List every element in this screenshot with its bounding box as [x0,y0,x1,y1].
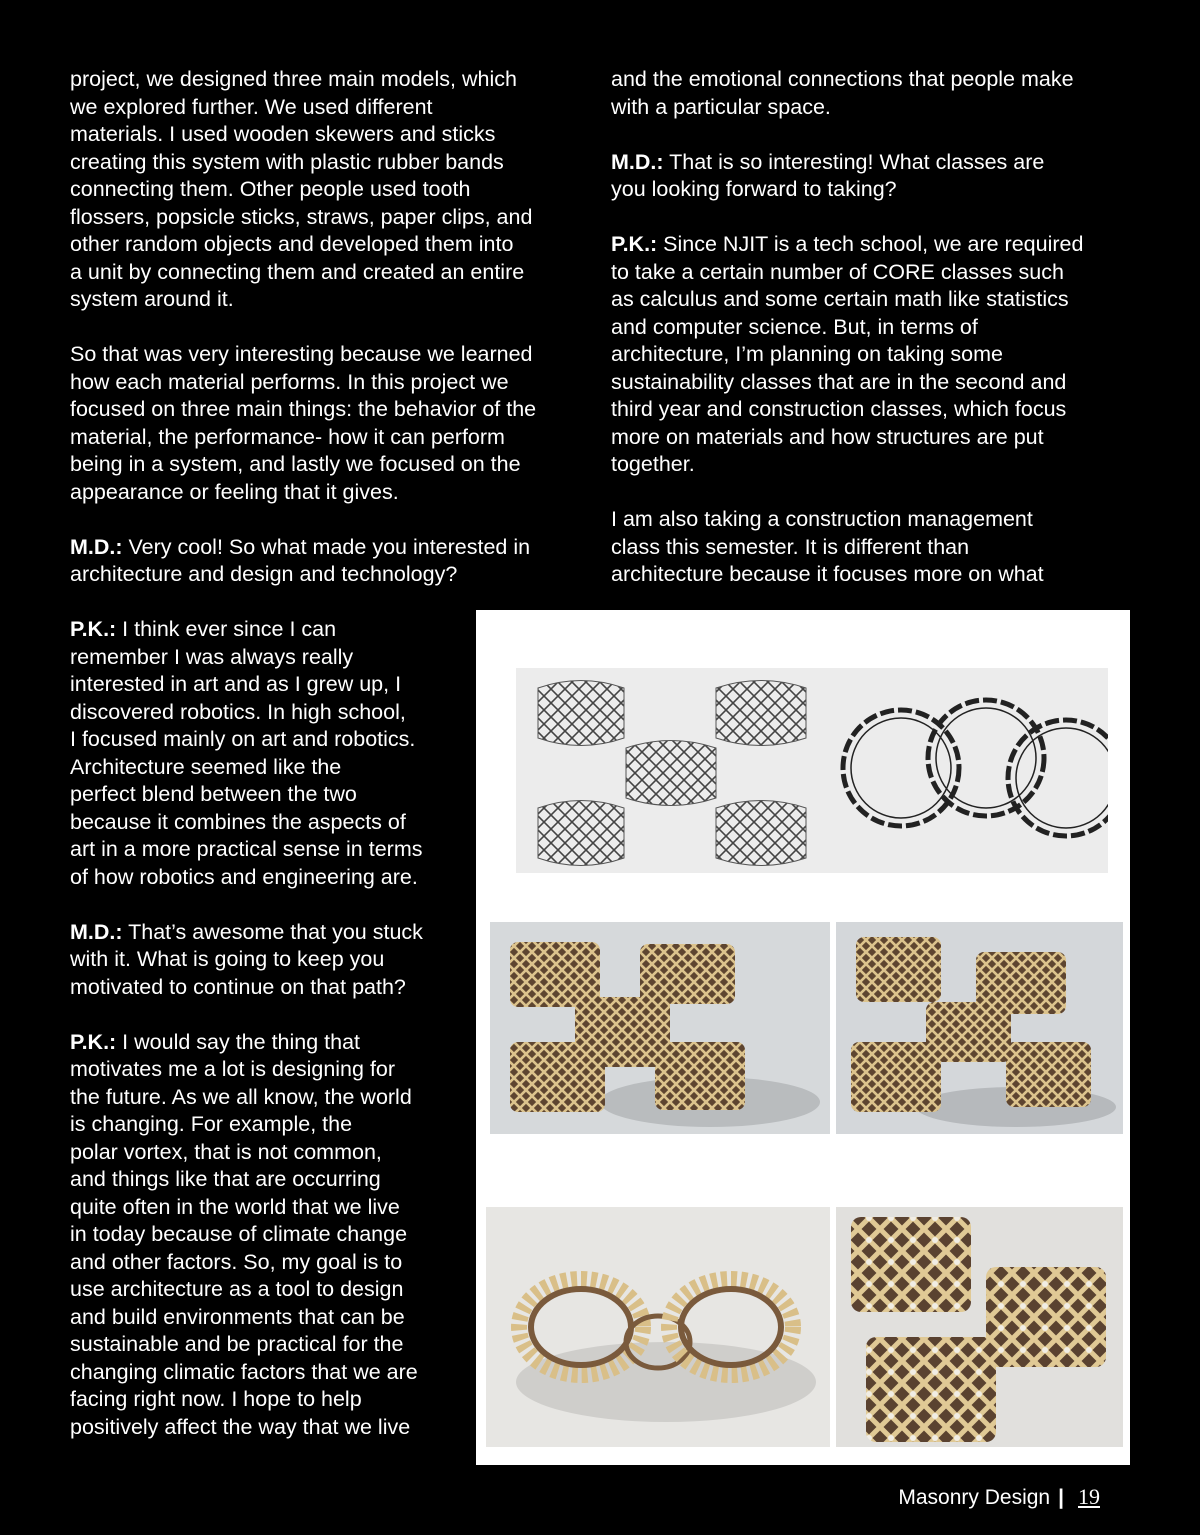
text-line: architecture because it focuses more on what [611,562,1044,586]
text-line: use architecture as a tool to design [70,1277,404,1301]
speaker-label: M.D.: [70,534,123,559]
speaker-label: M.D.: [611,149,664,174]
speaker-label: P.K.: [70,617,117,641]
text-line: That is so interesting! What classes are [663,149,1045,174]
text-line: facing right now. I hope to help [70,1387,362,1411]
text-line: motivates me a lot is designing for [70,1057,396,1081]
text-line: discovered robotics. In high school, [70,699,406,724]
text-line: architecture and design and technology? [70,562,458,586]
model-photo-closeup [836,1207,1123,1447]
text-line: quite often in the world that we live [70,1194,400,1219]
text-line: connecting them. Other people used tooth [70,177,471,201]
text-line: material, the performance- how it can perform [70,424,505,449]
page-footer [898,1484,1100,1510]
text-line: you looking forward to taking? [611,177,897,201]
text-line: a unit by connecting them and created an entire [70,259,525,284]
text-line: being in a system, and lastly we focused on the [70,452,521,476]
text-line: together. [611,452,695,476]
text-line: I am also taking a construction management [611,507,1033,531]
text-line: and computer science. But, in terms of [611,314,978,339]
text-line: how each material performs. In this project we [70,369,509,394]
text-line: appearance or feeling that it gives. [70,479,399,504]
right-column-top [611,66,1131,616]
text-line: focused on three main things: the behavior of the [70,397,537,421]
speaker-label: M.D.: [70,919,123,944]
text-line: system around it. [70,287,234,311]
text-line: perfect blend between the two [70,782,357,806]
text-line: and the emotional connections that people make [611,67,1074,91]
text-line: interested in art and as I grew up, I [70,672,402,696]
footer-separator: | [1058,1486,1064,1509]
text-line: more on materials and how structures are put [611,424,1044,449]
text-line: architecture, I’m planning on taking some [611,342,1003,366]
model-photo-front [490,922,830,1134]
text-line: is changing. For example, the [70,1112,353,1136]
text-line: project, we designed three main models, which [70,67,517,91]
text-line: Architecture seemed like the [70,754,342,779]
text-line [70,534,590,562]
model-photo-angle-art [836,922,1123,1134]
text-line: So that was very interesting because we learned [70,342,533,366]
text-line [70,919,470,947]
paragraph [70,919,470,1002]
text-line: Very cool! So what made you interested in [122,534,531,559]
model-photo-rings [486,1207,830,1447]
sketch-drawing [516,668,1108,873]
paragraph [611,149,1131,204]
text-line: in today because of climate change [70,1222,408,1246]
text-line [70,616,470,644]
text-line: the future. As we all know, the world [70,1084,412,1109]
text-line: polar vortex, that is not common, [70,1139,382,1164]
text-line: and build environments that can be [70,1304,405,1329]
text-line: creating this system with plastic rubber bands [70,149,504,174]
speaker-label: P.K.: [611,232,658,256]
model-photo-front-art [490,922,830,1134]
text-line: with it. What is going to keep you [70,947,385,971]
text-line: and other factors. So, my goal is to [70,1249,403,1274]
text-line: and things like that are occurring [70,1167,381,1191]
text-line: I would say the thing that [116,1029,361,1054]
text-line: to take a certain number of CORE classes such [611,259,1064,284]
model-photo-angle [836,922,1123,1134]
magazine-name: Masonry Design [898,1486,1051,1509]
model-photo-closeup-art [836,1207,1123,1447]
paragraph [611,506,1131,589]
model-photo-rings-art [486,1207,830,1447]
page-number: 19 [1078,1484,1100,1509]
text-line: art in a more practical sense in terms [70,837,423,861]
text-line: positively affect the way that we live [70,1414,411,1439]
sketch-drawing-panel [516,668,1108,873]
text-line: motivated to continue on that path? [70,974,406,999]
speaker-label: P.K.: [70,1029,117,1054]
paragraph [611,231,1131,479]
text-line: as calculus and some certain math like statistics [611,287,1069,311]
paragraph [70,66,590,314]
text-line: materials. I used wooden skewers and sticks [70,122,496,146]
left-column-top [70,66,590,616]
paragraph [70,1029,470,1442]
text-line: other random objects and developed them into [70,232,514,256]
paragraph [70,616,470,891]
text-line: That’s awesome that you stuck [122,919,423,944]
text-line: because it combines the aspects of [70,809,406,834]
model-photo-collage [476,610,1130,1465]
text-line: sustainability classes that are in the second and [611,369,1067,394]
text-line: flossers, popsicle sticks, straws, paper clips, and [70,204,533,229]
text-line: class this semester. It is different than [611,534,970,559]
text-line [611,231,1131,259]
text-line: remember I was always really [70,644,354,669]
paragraph [70,341,590,506]
text-line: with a particular space. [611,94,831,119]
text-line: changing climatic factors that we are [70,1359,418,1384]
text-line: of how robotics and engineering are. [70,864,418,889]
left-column-bottom [70,616,470,1469]
paragraph [611,66,1131,121]
text-line: third year and construction classes, which focus [611,397,1067,421]
paragraph [70,534,590,589]
text-line [70,1029,470,1057]
text-line: I think ever since I can [116,617,337,641]
text-line [611,149,1131,177]
text-line: we explored further. We used different [70,94,433,119]
text-line: sustainable and be practical for the [70,1332,404,1356]
text-line: I focused mainly on art and robotics. [70,727,416,751]
text-line: Since NJIT is a tech school, we are required [657,232,1084,256]
